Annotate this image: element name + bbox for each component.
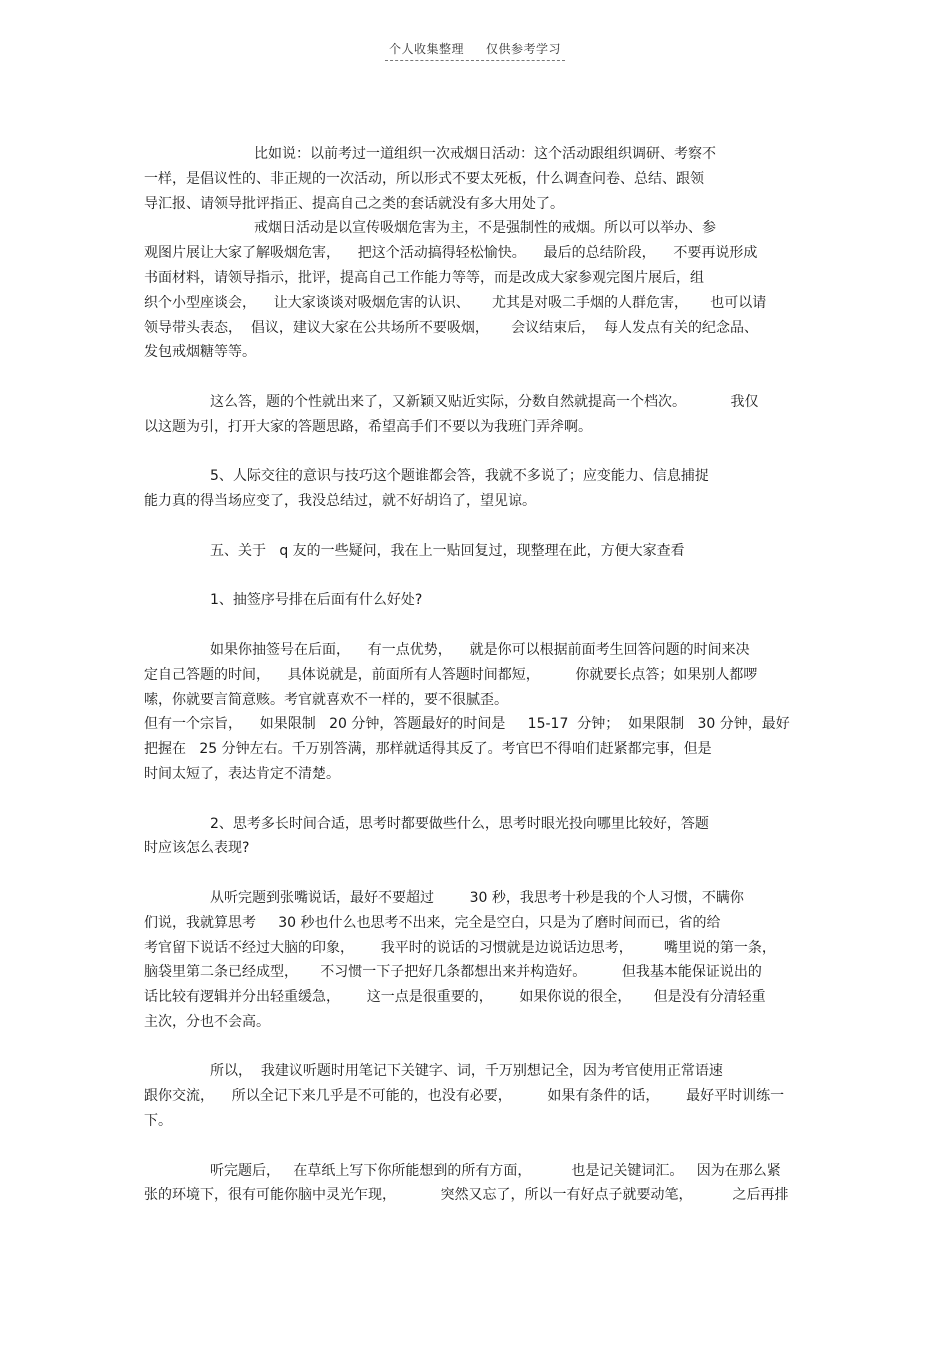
paragraph-gap bbox=[144, 1035, 806, 1060]
paragraph-gap bbox=[144, 564, 806, 589]
text-line: 5、人际交往的意识与技巧这个题谁都会答，我就不多说了；应变能力、信息捕捉 bbox=[210, 468, 709, 485]
header-right-text: 仅供参考学习 bbox=[486, 42, 562, 56]
header-left-text: 个人收集整理 bbox=[388, 42, 464, 56]
paragraph-gap bbox=[144, 365, 806, 390]
text-line: 话比较有逻辑并分出轻重缓急， 这一点是很重要的， 如果你说的很全， 但是没有分清轻重 bbox=[144, 989, 766, 1006]
text-line: 下。 bbox=[144, 1113, 172, 1130]
paragraph-gap bbox=[144, 1134, 806, 1159]
paragraph-gap bbox=[144, 514, 806, 539]
text-line: 把握在 25 分钟左右。千万别答满，那样就适得其反了。考官巴不得咱们赶紧都完事，但是 bbox=[144, 741, 712, 758]
header-banner bbox=[385, 40, 565, 61]
paragraph-gap bbox=[144, 613, 806, 638]
text-line: 但有一个宗旨， 如果限制 20 分钟，答题最好的时间是 15-17 分钟； 如果限制 30 分钟，最好 bbox=[144, 716, 790, 733]
text-line: 这么答，题的个性就出来了，又新颖又贴近实际，分数自然就提高一个档次。 我仅 bbox=[210, 393, 759, 410]
text-line: 张的环境下，很有可能你脑中灵光乍现， 突然又忘了，所以一有好点子就要动笔， 之后再排 bbox=[144, 1187, 789, 1204]
text-line: 听完题后， 在草纸上写下你所能想到的所有方面， 也是记关键词汇。 因为在那么紧 bbox=[210, 1162, 781, 1179]
page-header bbox=[0, 40, 950, 61]
text-line: 戒烟日活动是以宣传吸烟危害为主，不是强制性的戒烟。所以可以举办、参 bbox=[254, 220, 716, 237]
text-line: 比如说：以前考过一道组织一次戒烟日活动：这个活动跟组织调研、考察不 bbox=[254, 146, 716, 162]
text-line: 从听完题到张嘴说话，最好不要超过 30 秒，我思考十秒是我的个人习惯，不瞒你 bbox=[210, 889, 744, 906]
text-line: 观图片展让大家了解吸烟危害， 把这个活动搞得轻松愉快。 最后的总结阶段， 不要再说形成 bbox=[144, 245, 758, 262]
text-line: 领导带头表态， 倡议，建议大家在公共场所不要吸烟， 会议结束后， 每人发点有关的纪念品、 bbox=[144, 319, 759, 336]
text-line: 织个小型座谈会， 让大家谈谈对吸烟危害的认识、 尤其是对吸二手烟的人群危害， 也可以请 bbox=[144, 294, 767, 311]
text-line: 导汇报、请领导批评指正、提高自己之类的套话就没有多大用处了。 bbox=[144, 195, 564, 212]
text-line: 如果你抽签号在后面， 有一点优势， 就是你可以根据前面考生回答问题的时间来决 bbox=[210, 641, 750, 658]
text-line: 能力真的得当场应变了，我没总结过，就不好胡诌了，望见谅。 bbox=[144, 493, 536, 510]
text-line: 所以， 我建议听题时用笔记下关键字、词，千万别想记全，因为考官使用正常语速 bbox=[210, 1063, 723, 1080]
text-line: 发包戒烟糖等等。 bbox=[144, 344, 256, 361]
paragraph-gap bbox=[144, 787, 806, 812]
paragraph-gap bbox=[144, 440, 806, 465]
text-line: 时应该怎么表现? bbox=[144, 840, 250, 857]
text-line: 跟你交流， 所以全记下来几乎是不可能的，也没有必要， 如果有条件的话， 最好平时训练一 bbox=[144, 1088, 785, 1105]
text-line: 1、抽签序号排在后面有什么好处? bbox=[210, 592, 423, 609]
text-line: 嗦，你就要言简意赅。考官就喜欢不一样的，要不很腻歪。 bbox=[144, 691, 508, 708]
text-line: 主次，分也不会高。 bbox=[144, 1013, 270, 1030]
text-line: 以这题为引，打开大家的答题思路，希望高手们不要以为我班门弄斧啊。 bbox=[144, 418, 592, 435]
text-line: 时间太短了，表达肯定不清楚。 bbox=[144, 765, 340, 782]
text-line: 书面材料，请领导指示，批评，提高自己工作能力等等，而是改成大家参观完图片展后，组 bbox=[144, 269, 704, 286]
text-line: 脑袋里第二条已经成型， 不习惯一下子把好几条都想出来并构造好。 但我基本能保证说出的 bbox=[144, 964, 762, 981]
text-line: 考官留下说话不经过大脑的印象， 我平时的说话的习惯就是边说话边思考， 嘴里说的第一条， bbox=[144, 939, 776, 956]
text-line: 们说，我就算思考 30 秒也什么也思考不出来，完全是空白，只是为了磨时间而已，省的给 bbox=[144, 914, 721, 931]
text-line: 五、关于 q 友的一些疑问，我在上一贴回复过，现整理在此，方便大家查看 bbox=[210, 542, 685, 559]
text-line: 定自己答题的时间， 具体说就是，前面所有人答题时间都短， 你就要长点答；如果别人都啰 bbox=[144, 666, 758, 683]
text-line: 一样，是倡议性的、非正规的一次活动，所以形式不要太死板，什么调查问卷、总结、跟领 bbox=[144, 170, 704, 187]
paragraph-gap bbox=[144, 861, 806, 886]
text-line: 2、思考多长时间合适，思考时都要做些什么，思考时眼光投向哪里比较好，答题 bbox=[210, 815, 709, 832]
document-body bbox=[144, 142, 806, 1208]
